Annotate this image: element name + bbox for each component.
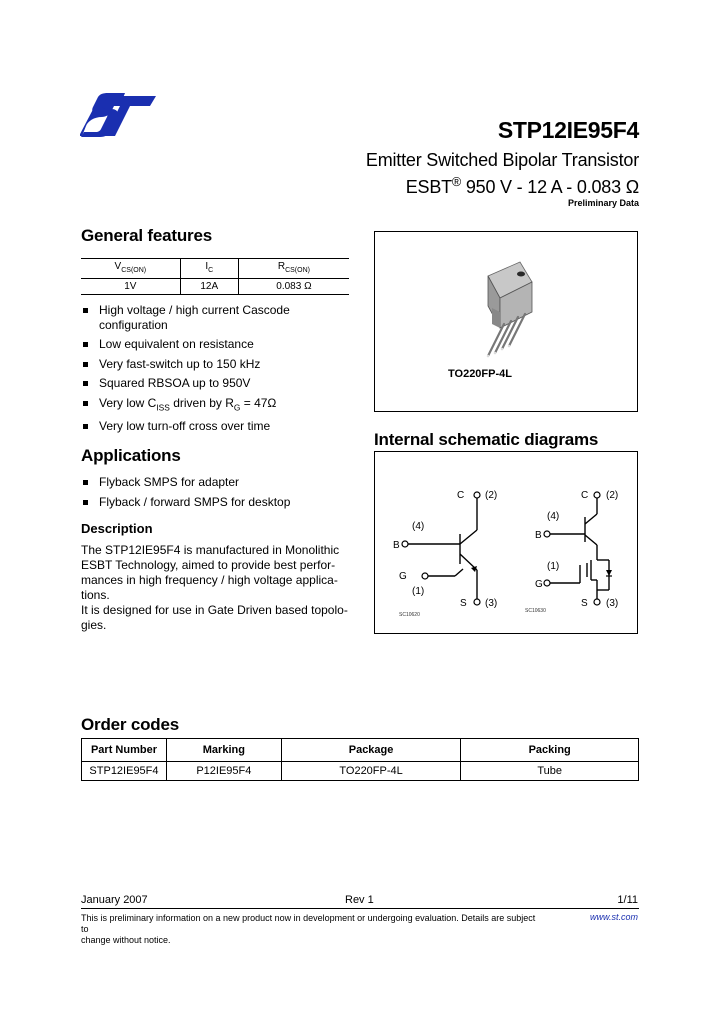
disclaimer-line: change without notice. [81,935,171,945]
footer-date: January 2007 [81,894,148,906]
website-link[interactable]: www.st.com [589,912,638,922]
pin-label: S [581,598,588,609]
pin-label: G [399,571,407,582]
pin-label: C [581,490,589,501]
list-item: High voltage / high current Cascode configuration [81,303,361,332]
vcs-header: $V_{CS(ON)}$ [81,259,180,279]
list-item: Low equivalent on resistance [81,337,361,352]
table-row [82,762,639,781]
pin-label: (1) [412,586,425,597]
table-row [81,279,349,295]
st-logo [80,93,158,139]
schematic-diagram-box [374,451,638,634]
pin-label: (3) [485,598,498,609]
table-cell: Tube [461,762,639,781]
table-cell: STP12IE95F4 [82,762,167,781]
description-line: The STP12IE95F4 is manufactured in Monolithic [81,543,340,557]
schematic-drawing [375,452,637,633]
package-image-box [374,231,638,412]
table-cell: 1V [81,279,180,295]
document-status: Preliminary Data [567,198,639,208]
pin-label: C [457,490,465,501]
column-header: Package [281,739,461,762]
table-header-row [82,739,639,762]
pin-label: (4) [547,511,560,522]
table-cell: P12IE95F4 [166,762,281,781]
pin-label: (1) [547,561,560,572]
pin-label: B [393,540,400,551]
description-line: mances in high frequency / high voltage applica- [81,573,338,587]
rcs-header: $R_{CS(ON)}$ [238,259,349,279]
description-text [81,543,359,633]
pin-label: S [460,598,467,609]
subtitle-line-2 [366,171,639,198]
description-line: It is designed for use in Gate Driven based topolo- [81,603,348,617]
pin-label: (3) [606,598,619,609]
table-cell: 12A [180,279,238,295]
schematic-ref: SC10620 [399,612,420,618]
table-cell: TO220FP-4L [281,762,461,781]
subtitle-line-1: Emitter Switched Bipolar Transistor [365,150,639,170]
order-codes-heading: Order codes [81,715,179,734]
key-specs-table [81,258,349,295]
list-item: Very fast-switch up to 150 kHz [81,357,361,372]
ic-header: $I_C$ [180,259,238,279]
applications-list [81,475,361,514]
description-line: ESBT Technology, aimed to provide best perfor- [81,558,336,572]
table-header-row [81,259,349,279]
list-item: Very low $C_{ISS}$ driven by $R_G = 47\Omega$ [81,396,361,415]
ratings-text: 950 V - 12 A - 0.083 Ω [461,177,639,197]
schematic-ref: SC10630 [525,608,546,614]
description-line: tions. [81,588,110,602]
general-features-heading: General features [81,226,212,245]
footer-disclaimer [81,913,541,946]
pin-label: (2) [485,490,498,501]
package-label: TO220FP-4L [448,368,512,380]
pin-label: (2) [606,490,619,501]
pin-label: (4) [412,521,425,532]
column-header: Packing [461,739,639,762]
footer-revision: Rev 1 [345,894,374,906]
part-number-title: STP12IE95F4 [497,117,639,143]
footer-divider [81,908,639,909]
column-header: Marking [166,739,281,762]
features-list [81,303,361,439]
pin-label: B [535,530,542,541]
applications-heading: Applications [81,446,181,465]
footer-page-number: 1/11 [617,894,638,906]
schematics-heading: Internal schematic diagrams [374,430,599,449]
pin-label: G [535,579,543,590]
table-cell: 0.083 Ω [238,279,349,295]
description-heading: Description [81,521,153,536]
list-item: Flyback / forward SMPS for desktop [81,495,361,510]
description-line: gies. [81,618,107,632]
list-item: Flyback SMPS for adapter [81,475,361,490]
column-header: Part Number [82,739,167,762]
registered-mark: ® [451,175,462,189]
order-codes-table [81,738,639,781]
disclaimer-line: This is preliminary information on a new product now in development or undergoing evaluation. Details are subject to [81,913,536,934]
esbt-text: ESBT [405,177,452,197]
list-item: Squared RBSOA up to 950V [81,376,361,391]
list-item: Very low turn-off cross over time [81,419,361,434]
product-subtitle [366,149,639,198]
to220-package-illustration [460,254,560,364]
